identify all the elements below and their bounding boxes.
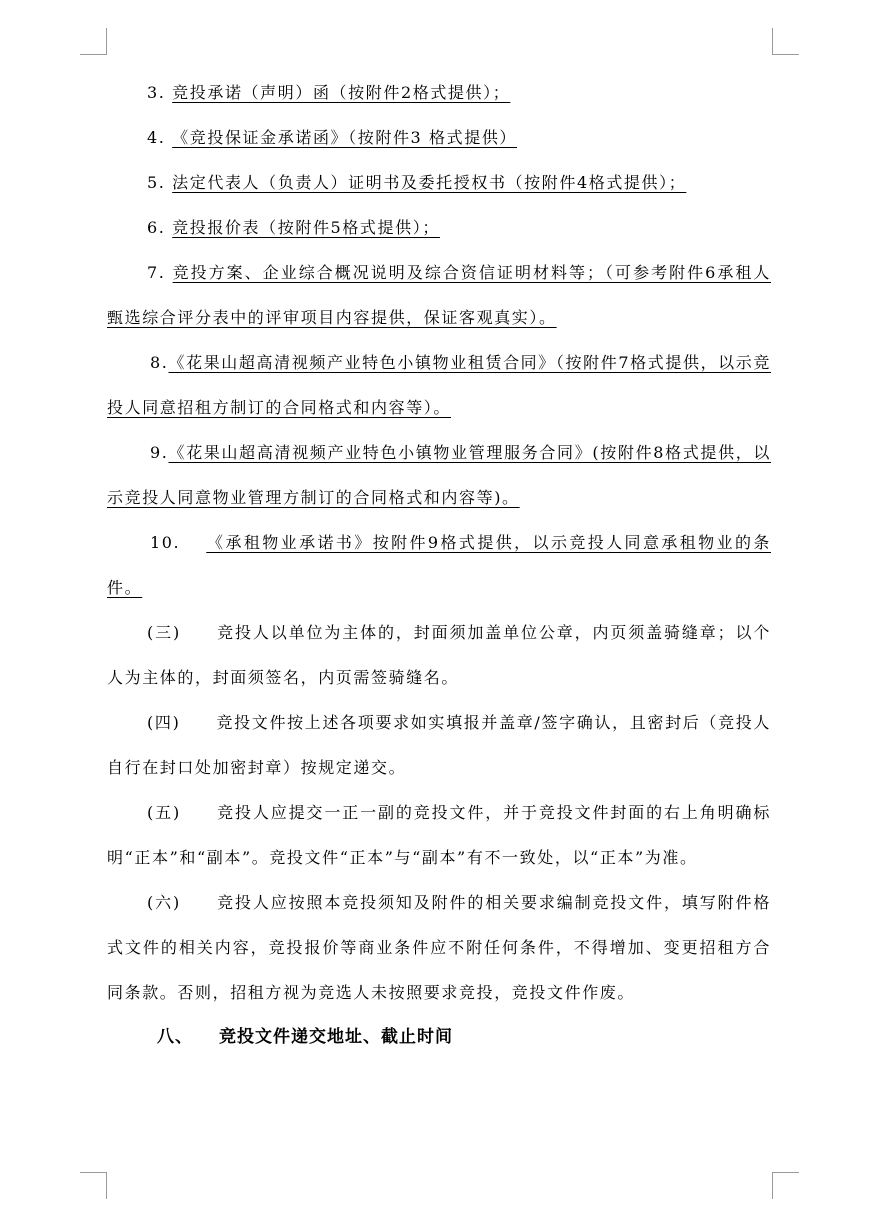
item-number: 7. <box>147 263 166 282</box>
clause-number: (四) <box>147 713 181 732</box>
list-item-8 <box>107 340 771 430</box>
clause-text: 竞投人应提交一正一副的竞投文件，并于竞投文件封面的右上角明确标明“正本”和“副本”。竞投文件“正本”与“副本”有不一致处，以“正本”为准。 <box>107 803 771 867</box>
clause-text: 竞投文件按上述各项要求如实填报并盖章/签字确认，且密封后（竞投人自行在封口处加密封章）按规定递交。 <box>107 713 771 777</box>
list-item-5 <box>107 160 771 205</box>
item-number: 3. <box>147 83 166 102</box>
list-item-4 <box>107 115 771 160</box>
clause-5 <box>107 790 771 880</box>
section-title: 竞投文件递交地址、截止时间 <box>219 1027 453 1047</box>
item-text: 《花果山超高清视频产业特色小镇物业租赁合同》（按附件7格式提供，以示竞投人同意招租方制订的合同格式和内容等）。 <box>107 353 771 417</box>
crop-mark-top-right <box>772 28 799 55</box>
list-item-3 <box>107 70 771 115</box>
item-text: 《花果山超高清视频产业特色小镇物业管理服务合同》(按附件8格式提供，以示竞投人同意物业管理方制订的合同格式和内容等)。 <box>107 443 771 507</box>
clause-text: 竞投人应按照本竞投须知及附件的相关要求编制竞投文件，填写附件格式文件的相关内容，竞投报价等商业条件应不附任何条件，不得增加、变更招租方合同条款。否则，招租方视为竞选人未按照要求竞投，竞投文件作废。 <box>107 893 771 1002</box>
item-text: 《竞投保证金承诺函》（按附件3 格式提供） <box>172 128 518 147</box>
section-heading <box>107 1015 771 1060</box>
crop-mark-top-left <box>80 28 107 55</box>
section-number: 八、 <box>157 1027 193 1047</box>
item-number: 6. <box>147 218 166 237</box>
clause-number: (五) <box>147 803 181 822</box>
item-text: 竞投承诺（声明）函（按附件2格式提供）； <box>172 83 511 102</box>
item-text: 法定代表人（负责人）证明书及委托授权书（按附件4格式提供）； <box>172 173 687 192</box>
item-number: 4. <box>147 128 166 147</box>
list-item-6 <box>107 205 771 250</box>
clause-number: (六) <box>147 893 181 912</box>
document-body <box>107 70 771 1060</box>
clause-number: (三) <box>147 623 181 642</box>
list-item-9 <box>107 430 771 520</box>
list-item-10 <box>107 520 771 610</box>
item-number: 10. <box>150 533 181 552</box>
clause-3 <box>107 610 771 700</box>
clause-text: 竞投人以单位为主体的，封面须加盖单位公章，内页须盖骑缝章；以个人为主体的，封面须签名，内页需签骑缝名。 <box>107 623 771 687</box>
item-text: 《承租物业承诺书》按附件9格式提供，以示竞投人同意承租物业的条件。 <box>107 533 771 597</box>
item-number: 5. <box>147 173 166 192</box>
clause-6 <box>107 880 771 1015</box>
crop-mark-bottom-right <box>772 1172 799 1199</box>
item-text: 竞投报价表（按附件5格式提供）； <box>172 218 440 237</box>
item-number: 9. <box>150 443 169 462</box>
crop-mark-bottom-left <box>80 1172 107 1199</box>
clause-4 <box>107 700 771 790</box>
item-number: 8. <box>150 353 169 372</box>
list-item-7 <box>107 250 771 340</box>
item-text: 竞投方案、企业综合概况说明及综合资信证明材料等；（可参考附件6承租人甄选综合评分表中的评审项目内容提供，保证客观真实）。 <box>107 263 771 327</box>
